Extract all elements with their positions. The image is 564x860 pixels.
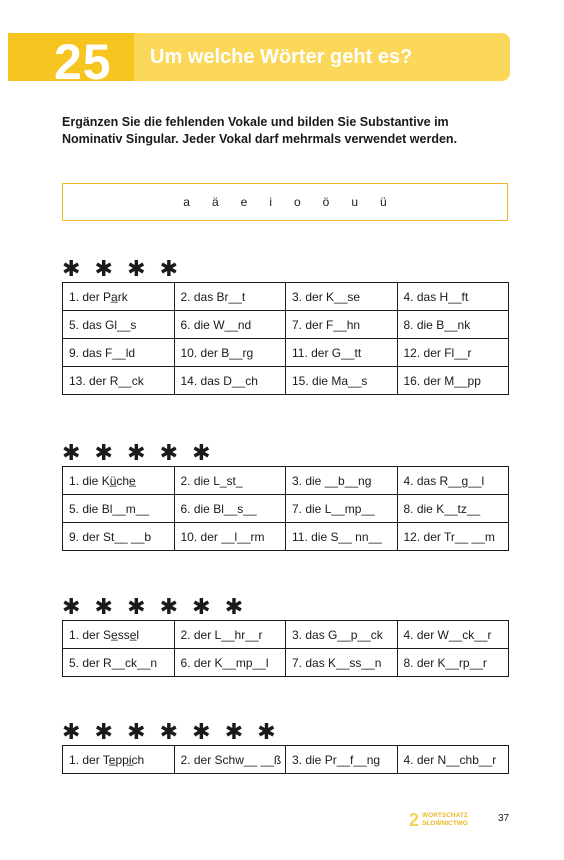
chapter-number: 2 [409,810,420,830]
table-row [63,339,509,367]
word-cell: 1. der Se̲sse̲l [63,621,175,649]
word-cell: 11. der G__tt [286,339,398,367]
instructions-text: Ergänzen Sie die fehlenden Vokale und bilden Sie Substantive im Nominativ Singular. Jeder Vokal darf mehrmals verwendet werden. [62,115,458,146]
vowel: o [293,195,301,209]
vowel-box [62,183,508,221]
word-cell: 7. das K__ss__n [286,649,398,677]
word-cell: 11. die S__ nn__ [286,523,398,551]
word-cell: 15. die Ma__s [286,367,398,395]
word-cell: 6. der K__mp__l [174,649,286,677]
table-row [63,367,509,395]
word-cell: 4. das H__ft [397,283,509,311]
chapter-label-line: SŁOWNICTWO [422,819,468,827]
word-table [62,620,509,677]
word-cell: 10. der __l__rm [174,523,286,551]
chapter-label-line: WORTSCHATZ [422,812,468,819]
word-cell: 6. die Bl__s__ [174,495,286,523]
vowel: ü [380,195,387,209]
word-cell: 1. die Kü̲che̲ [63,467,175,495]
vowel: i [269,195,272,209]
chapter-label [422,812,468,827]
exercise-number: 25 [54,34,112,81]
vowel: u [351,195,359,209]
exercise-title: Um welche Wörter geht es? [150,46,413,68]
word-cell: 5. die Bl__m__ [63,495,175,523]
vowel: ä [211,195,219,209]
word-cell: 7. die L__mp__ [286,495,398,523]
table-row [63,746,509,774]
word-cell: 13. der R__ck [63,367,175,395]
word-cell: 5. das Gl__s [63,311,175,339]
vowel: e [240,195,248,209]
difficulty-stars: ✱ ✱ ✱ ✱ ✱ ✱ ✱ [62,719,280,744]
word-cell: 3. die Pr__f__ng [286,746,398,774]
word-cell: 6. die W__nd [174,311,286,339]
word-cell: 4. der N__chb__r [397,746,509,774]
word-cell: 2. der L__hr__r [174,621,286,649]
word-cell: 9. der St__ __b [63,523,175,551]
table-row [63,311,509,339]
word-cell: 16. der M__pp [397,367,509,395]
word-cell: 3. die __b__ng [286,467,398,495]
word-table [62,745,509,774]
word-cell: 12. der Fl__r [397,339,509,367]
word-cell: 14. das D__ch [174,367,286,395]
word-cell: 4. der W__ck__r [397,621,509,649]
table-row [63,621,509,649]
vowel: ö [322,195,330,209]
word-cell: 8. die K__tz__ [397,495,509,523]
difficulty-stars: ✱ ✱ ✱ ✱ ✱ [62,440,215,465]
word-cell: 3. der K__se [286,283,398,311]
word-cell: 5. der R__ck__n [63,649,175,677]
word-cell: 4. das R__g__l [397,467,509,495]
table-row [63,283,509,311]
word-table [62,466,509,551]
word-cell: 1. der Te̲ppi̲ch [63,746,175,774]
word-cell: 12. der Tr__ __m [397,523,509,551]
vowel: a [183,195,190,209]
word-cell: 7. der F__hn [286,311,398,339]
table-row [63,523,509,551]
word-cell: 9. das F__ld [63,339,175,367]
word-cell: 2. die L_st_ [174,467,286,495]
difficulty-stars: ✱ ✱ ✱ ✱ ✱ ✱ [62,594,248,619]
table-row [63,649,509,677]
table-row [63,467,509,495]
word-table [62,282,509,395]
word-cell: 10. der B__rg [174,339,286,367]
word-cell: 8. der K__rp__r [397,649,509,677]
difficulty-stars: ✱ ✱ ✱ ✱ [62,256,183,281]
word-cell: 2. der Schw__ __ß [174,746,286,774]
word-cell: 8. die B__nk [397,311,509,339]
word-cell: 2. das Br__t [174,283,286,311]
word-cell: 1. der Pa̲rk [63,283,175,311]
word-cell: 3. das G__p__ck [286,621,398,649]
page-number: 37 [498,813,510,824]
table-row [63,495,509,523]
